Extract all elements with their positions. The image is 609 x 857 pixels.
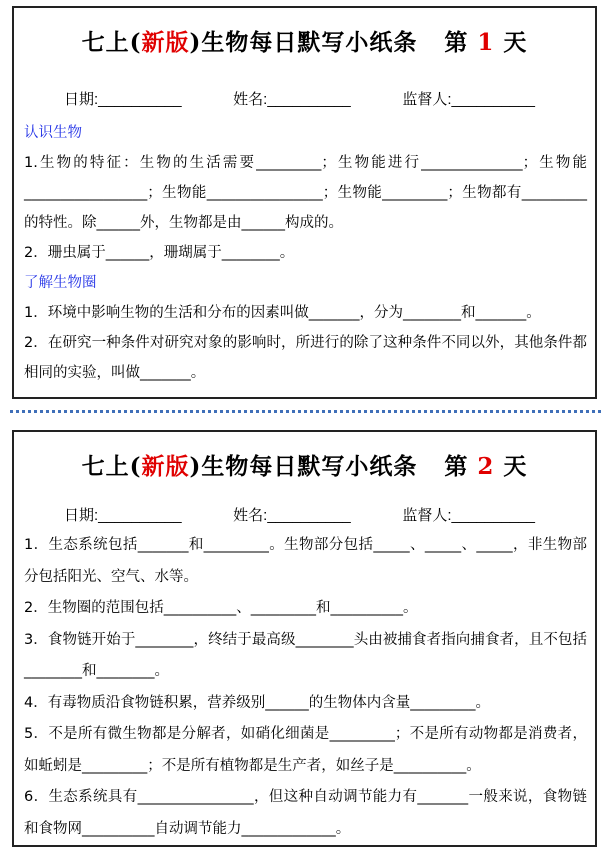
date-field: 日期:__________ — [64, 91, 182, 108]
dotted-divider — [10, 410, 601, 413]
question-item: 3．食物链开始于________，终结于最高级________头由被捕食者指向捕食者，且不包括________和________。 — [24, 631, 587, 679]
title-highlight: 新版 — [141, 29, 190, 56]
title-suffix: )生物每日默写小纸条 — [189, 29, 418, 56]
card-content — [24, 530, 587, 845]
supervisor-field: 监督人:__________ — [402, 91, 535, 108]
title-highlight: 新版 — [141, 453, 190, 480]
question-item: 2．珊虫属于______，珊瑚属于________。 — [24, 245, 295, 261]
name-field: 姓名:__________ — [233, 91, 351, 108]
card-title — [14, 24, 595, 57]
day-number: 2 — [477, 453, 495, 480]
day-prefix: 第 — [444, 29, 469, 56]
day-prefix: 第 — [444, 453, 469, 480]
note-card-day-1 — [12, 6, 597, 399]
question-item: 6．生态系统具有________________，但这种自动调节能力有_______一般来说，食物链和食物网__________自动调节能力_____________。 — [24, 789, 587, 837]
title-prefix: 七上( — [81, 29, 142, 56]
title-suffix: )生物每日默写小纸条 — [189, 453, 418, 480]
question-item: 1．环境中影响生物的生活和分布的因素叫做_______，分为________和_______。 — [24, 305, 541, 321]
question-item: 4．有毒物质沿食物链积累，营养级别______的生物体内含量_________。 — [24, 694, 490, 711]
day-suffix: 天 — [503, 453, 528, 480]
section-heading: 认识生物 — [24, 125, 82, 141]
day-number: 1 — [477, 29, 495, 56]
day-suffix: 天 — [503, 29, 528, 56]
supervisor-field: 监督人:__________ — [402, 507, 535, 524]
card-title — [14, 448, 595, 481]
question-item: 2．生物圈的范围包括__________、_________和__________。 — [24, 600, 418, 616]
info-row — [64, 504, 535, 525]
question-item: 2．在研究一种条件对研究对象的影响时，所进行的除了这种条件不同以外，其他条件都相同的实验，叫做_______。 — [24, 335, 587, 381]
question-item: 1．生态系统包括_______和_________。生物部分包括_____、_____、_____，非生物部分包括阳光、空气、水等。 — [24, 537, 587, 585]
section-heading: 了解生物圈 — [24, 275, 97, 291]
note-card-day-2 — [12, 430, 597, 847]
date-field: 日期:__________ — [64, 507, 182, 524]
question-item: 1.生物的特征：生物的生活需要_________；生物能进行______________；生物能_________________；生物能________________；生物能_________；生物都有_________的特性。除______外，生物都是由______构成的。 — [24, 155, 587, 231]
info-row — [64, 88, 535, 109]
question-item: 5．不是所有微生物都是分解者，如硝化细菌是_________；不是所有动物都是消费者，如蚯蚓是_________；不是所有植物都是生产者，如丝子是__________。 — [24, 726, 587, 774]
name-field: 姓名:__________ — [233, 507, 351, 524]
title-prefix: 七上( — [81, 453, 142, 480]
card-content — [24, 118, 587, 388]
